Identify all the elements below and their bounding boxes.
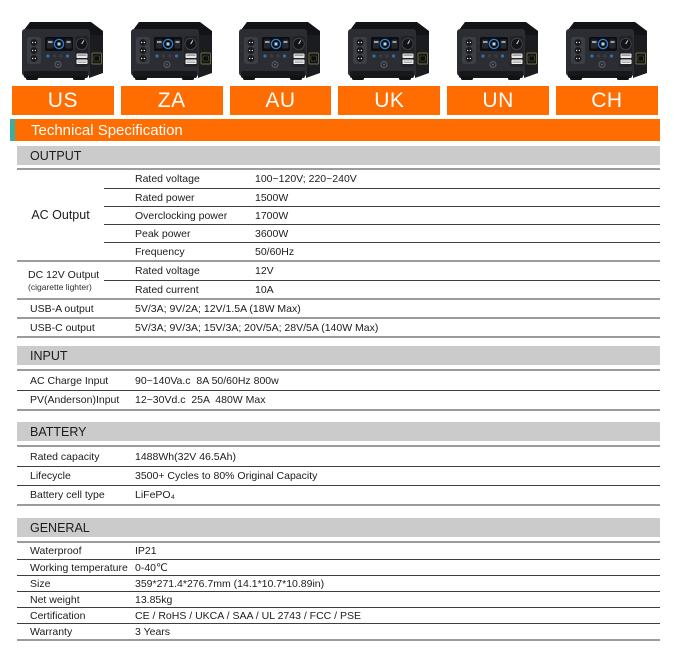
battery-table xyxy=(17,445,660,506)
spec-value: 0-40℃ xyxy=(135,561,168,574)
spec-row xyxy=(104,262,660,280)
spec-row xyxy=(104,170,660,188)
spec-value: 359*271.4*276.7mm (14.1*10.7*10.89in) xyxy=(135,577,325,590)
spec-value: CE / RoHS / UKCA / SAA / UL 2743 / FCC / PSE xyxy=(135,609,362,622)
spec-param: Overclocking power xyxy=(135,209,228,222)
power-station-icon xyxy=(17,18,109,84)
power-station-icon xyxy=(126,18,218,84)
spec-value: 12~30Vd.c 25A 480W Max xyxy=(135,394,266,406)
spec-param: Lifecycle xyxy=(30,470,71,482)
variant-label-un: UN xyxy=(447,86,549,115)
spec-param: Size xyxy=(30,577,51,590)
product-card-ch xyxy=(556,16,658,115)
section-title-input: INPUT xyxy=(17,346,660,365)
power-station-icon xyxy=(452,18,544,84)
spec-param: PV(Anderson)Input xyxy=(30,394,120,406)
product-card-un xyxy=(447,16,549,115)
spec-value: LiFePO₄ xyxy=(135,489,175,501)
spec-value: 5V/3A; 9V/3A; 15V/3A; 20V/5A; 28V/5A (140W Max) xyxy=(135,321,379,334)
ac-output-block xyxy=(17,168,660,260)
spec-param: AC Charge Input xyxy=(30,374,109,387)
spec-param: USB-C output xyxy=(30,321,95,334)
spec-param: Rated power xyxy=(135,191,195,204)
power-station-image xyxy=(556,16,658,84)
spec-value: 50/60Hz xyxy=(255,245,295,258)
product-card-us xyxy=(12,16,114,115)
spec-row xyxy=(17,447,660,466)
spec-param: Net weight xyxy=(30,593,80,606)
spec-row xyxy=(104,188,660,206)
spec-value: 10A xyxy=(255,283,274,296)
spec-param: Rated voltage xyxy=(135,265,200,277)
section-title-general: GENERAL xyxy=(17,518,660,537)
output-table xyxy=(17,168,660,338)
spec-param: Battery cell type xyxy=(30,489,105,501)
usb-c-row xyxy=(17,317,660,336)
product-card-uk xyxy=(338,16,440,115)
spec-value: 100~120V; 220~240V xyxy=(255,173,357,185)
spec-value: 12V xyxy=(255,265,274,277)
spec-param: Frequency xyxy=(135,245,185,258)
spec-row xyxy=(104,206,660,224)
section-output xyxy=(17,146,660,338)
input-table xyxy=(17,369,660,411)
section-title-output: OUTPUT xyxy=(17,146,660,165)
spec-param: Warranty xyxy=(30,625,73,638)
spec-value: 3 Years xyxy=(135,625,171,638)
section-battery xyxy=(17,422,660,506)
variant-label-uk: UK xyxy=(338,86,440,115)
spec-row xyxy=(17,543,660,559)
product-card-za xyxy=(121,16,223,115)
spec-param: Rated capacity xyxy=(30,450,100,463)
dc-output-block xyxy=(17,260,660,298)
section-input xyxy=(17,346,660,411)
power-station-image xyxy=(12,16,114,84)
spec-value: 1700W xyxy=(255,209,289,222)
usb-a-row xyxy=(17,298,660,317)
spec-param: USB-A output xyxy=(30,302,94,315)
spec-row xyxy=(17,575,660,591)
spec-value: 1500W xyxy=(255,191,289,204)
spec-value: 1488Wh(32V 46.5Ah) xyxy=(135,450,236,463)
section-title-battery: BATTERY xyxy=(17,422,660,441)
spec-row xyxy=(104,224,660,242)
spec-value: 3600W xyxy=(255,227,289,240)
spec-row xyxy=(17,485,660,504)
spec-row xyxy=(17,371,660,390)
spec-param: Working temperature xyxy=(30,561,128,574)
spec-title-bar xyxy=(10,119,660,141)
spec-value: IP21 xyxy=(135,545,157,557)
power-station-icon xyxy=(234,18,326,84)
spec-param: Waterproof xyxy=(30,545,82,557)
spec-row xyxy=(17,466,660,485)
power-station-image xyxy=(230,16,332,84)
spec-value: 3500+ Cycles to 80% Original Capacity xyxy=(135,470,318,482)
spec-row xyxy=(17,559,660,575)
general-table xyxy=(17,541,660,641)
variant-label-za: ZA xyxy=(121,86,223,115)
ac-output-label: AC Output xyxy=(31,208,90,222)
spec-param: Rated current xyxy=(135,283,199,296)
dc-output-label: DC 12V Output (cigarette lighter) xyxy=(17,262,104,298)
spec-row xyxy=(104,242,660,260)
variant-label-au: AU xyxy=(230,86,332,115)
spec-param: Certification xyxy=(30,609,86,622)
spec-param: Peak power xyxy=(135,227,191,240)
spec-row xyxy=(104,280,660,298)
power-station-image xyxy=(121,16,223,84)
spec-row xyxy=(17,607,660,623)
spec-row xyxy=(17,390,660,409)
product-variant-strip xyxy=(0,0,677,115)
spec-row xyxy=(17,591,660,607)
section-general xyxy=(17,518,660,641)
spec-title: Technical Specification xyxy=(31,121,183,139)
spec-value: 90~140Va.c 8A 50/60Hz 800w xyxy=(135,374,279,387)
spec-value: 13.85kg xyxy=(135,593,173,606)
product-card-au xyxy=(230,16,332,115)
power-station-icon xyxy=(343,18,435,84)
variant-label-ch: CH xyxy=(556,86,658,115)
power-station-image xyxy=(338,16,440,84)
spec-value: 5V/3A; 9V/2A; 12V/1.5A (18W Max) xyxy=(135,302,301,315)
power-station-image xyxy=(447,16,549,84)
power-station-icon xyxy=(561,18,653,84)
spec-row xyxy=(17,623,660,639)
dc-output-sublabel: (cigarette lighter) xyxy=(28,281,92,292)
variant-label-us: US xyxy=(12,86,114,115)
spec-param: Rated voltage xyxy=(135,173,200,185)
